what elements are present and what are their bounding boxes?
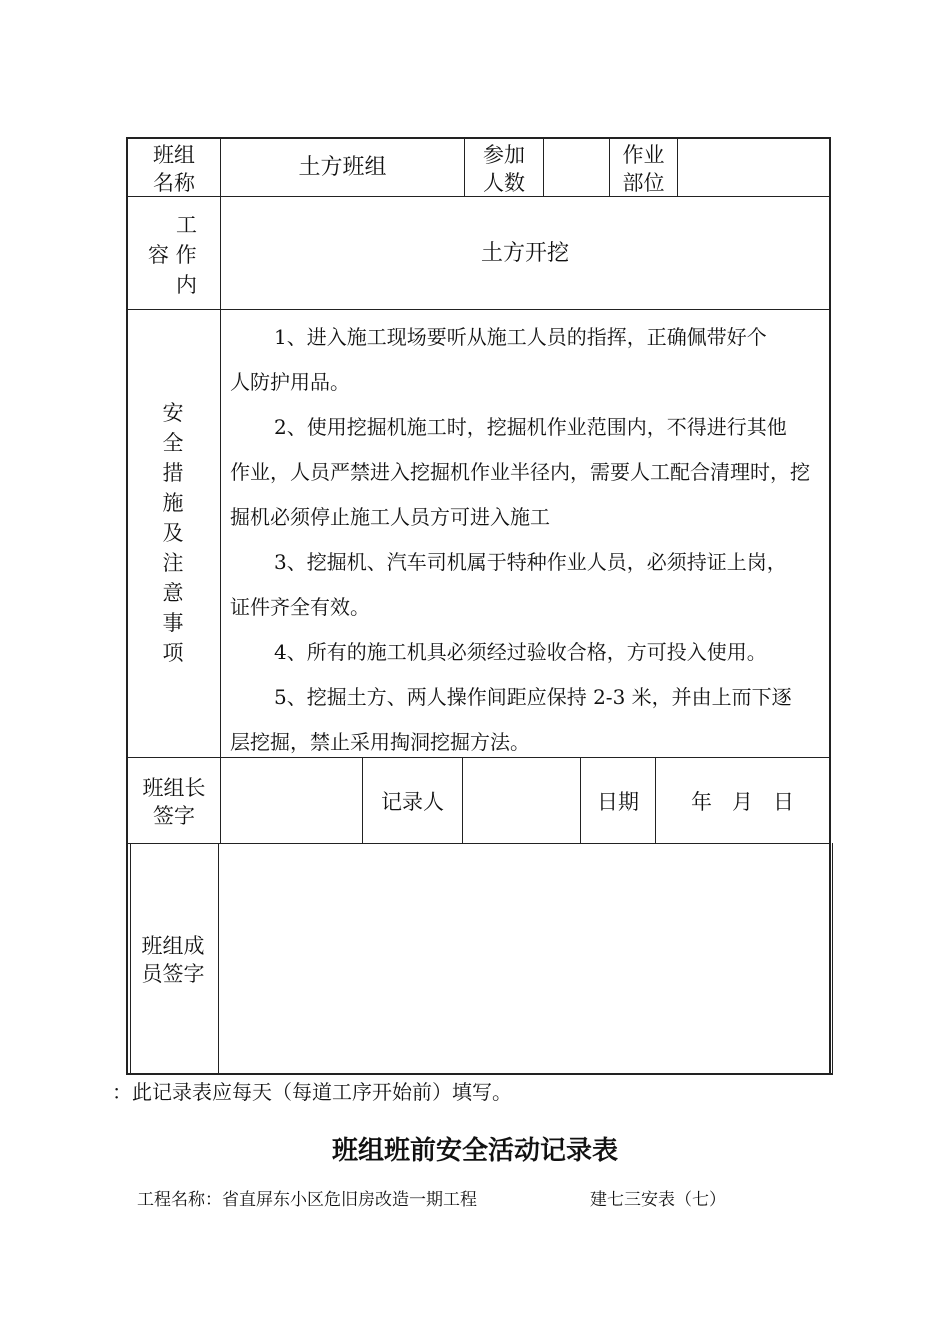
- table-border-top: [126, 137, 831, 139]
- row-divider: [126, 309, 831, 310]
- work-content-value: 土方开挖: [480, 241, 569, 266]
- members-sign-label: 班组成 员签字: [141, 934, 205, 986]
- safety-item-4: 4、所有的施工机具必须经过验收合格，方可投入使用。: [274, 640, 767, 664]
- work-area-label: 作业 部位: [622, 143, 665, 195]
- date-label: 日期: [597, 790, 639, 814]
- table-border-bottom: [126, 1073, 833, 1075]
- safety-measures-text: [230, 315, 825, 765]
- safety-item-3: 3、挖掘机、汽车司机属于特种作业人员，必须持证上岗，: [274, 550, 787, 574]
- team-name-value: 土方班组: [298, 155, 387, 180]
- members-sign-field[interactable]: [219, 844, 829, 1073]
- date-value[interactable]: 年 月 日: [690, 790, 795, 814]
- safety-item-2-cont: 作业，人员严禁进入挖掘机作业半径内，需要人工配合清理时，挖掘机必须停止施工人员方可进入施工: [230, 460, 810, 529]
- safety-measures-label: 安 全 措 施 及 注 意 事 项: [162, 401, 184, 665]
- table-border-right: [829, 137, 831, 1075]
- participants-label: 参加 人数: [483, 143, 525, 195]
- safety-item-5: 5、挖掘土方、两人操作间距应保持 2-3 米，并由上而下逐: [274, 685, 792, 709]
- safety-item-3-cont: 证件齐全有效。: [230, 595, 370, 619]
- work-content-label: 工 容 作 内: [148, 213, 197, 297]
- project-name: 工程名称：省直屏东小区危旧房改造一期工程: [137, 1190, 477, 1210]
- table-note: ：此记录表应每天（每道工序开始前）填写。: [112, 1080, 512, 1104]
- cell-divider: [543, 137, 544, 196]
- leader-sign-label: 班组长 签字: [142, 776, 206, 828]
- safety-item-5-cont: 层挖掘，禁止采用掏洞挖掘方法。: [230, 730, 530, 754]
- form-title: 班组班前安全活动记录表: [331, 1136, 618, 1166]
- recorder-label: 记录人: [381, 790, 444, 814]
- team-name-label: 班组 名称: [153, 143, 195, 195]
- cell-divider: [677, 137, 678, 196]
- leader-sign-field[interactable]: [221, 758, 362, 843]
- table-border-right-shadow: [832, 843, 833, 1075]
- safety-item-1: 1、进入施工现场要听从施工人员的指挥，正确佩带好个: [274, 325, 767, 349]
- safety-item-1-cont: 人防护用品。: [230, 370, 350, 394]
- form-code: 建七三安表（七）: [590, 1190, 726, 1210]
- recorder-field[interactable]: [463, 758, 580, 843]
- safety-item-2: 2、使用挖掘机施工时，挖掘机作业范围内，不得进行其他: [274, 415, 787, 439]
